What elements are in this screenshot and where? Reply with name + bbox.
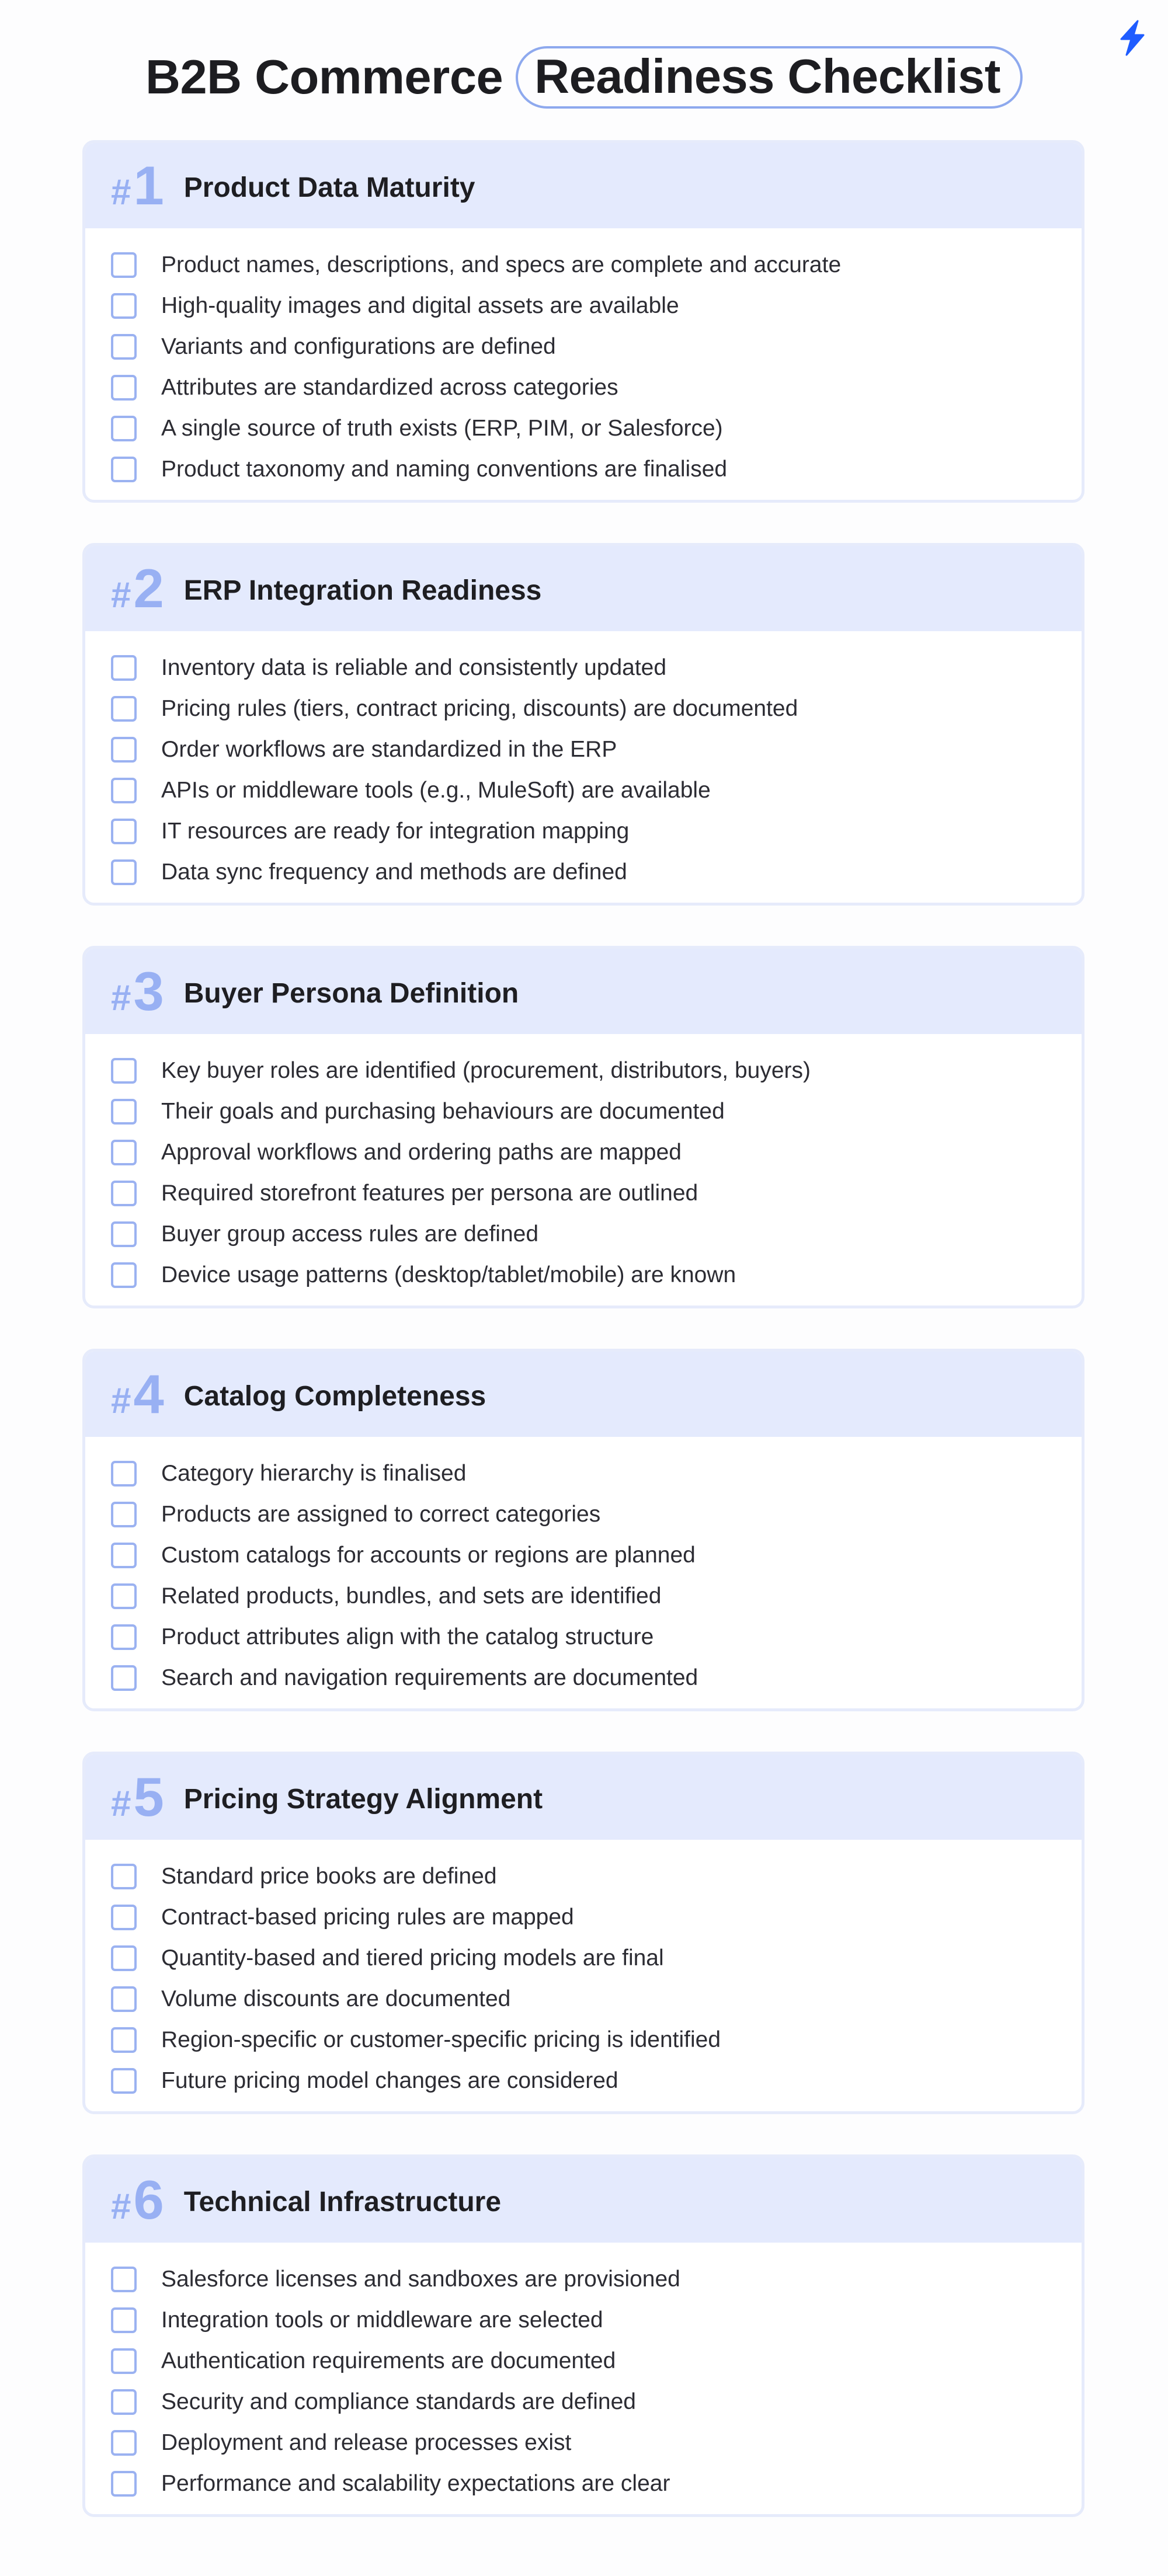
checkbox[interactable] (111, 1665, 137, 1691)
checklist-item-label: High-quality images and digital assets are available (161, 293, 679, 318)
checklist-item (111, 2060, 1082, 2101)
checklist-item-label: Required storefront features per persona are outlined (161, 1181, 698, 1206)
page-title-text: B2B Commerce (145, 50, 503, 104)
checkbox[interactable] (111, 1986, 137, 2012)
section-header (85, 1755, 1082, 1840)
checklist-item (111, 648, 1082, 688)
checkbox[interactable] (111, 2430, 137, 2456)
checkbox[interactable] (111, 778, 137, 803)
checklist-item-label: Standard price books are defined (161, 1864, 497, 1889)
checklist-item (111, 770, 1082, 811)
checklist-item-label: Related products, bundles, and sets are identified (161, 1583, 662, 1609)
checklist (85, 228, 1082, 490)
section-card (82, 543, 1084, 906)
checklist-item-label: IT resources are ready for integration mapping (161, 819, 630, 844)
section-number (111, 558, 164, 619)
checklist-item-label: Search and navigation requirements are documented (161, 1665, 698, 1690)
checkbox[interactable] (111, 2307, 137, 2333)
checklist-item-label: Approval workflows and ordering paths are mapped (161, 1140, 682, 1165)
checkbox[interactable] (111, 2267, 137, 2292)
checklist-item (111, 2382, 1082, 2422)
checklist-item (111, 1173, 1082, 1214)
checklist (85, 1437, 1082, 1698)
checklist-item-label: Device usage patterns (desktop/tablet/mobile) are known (161, 1262, 736, 1287)
checkbox[interactable] (111, 2389, 137, 2415)
section-number (111, 960, 164, 1022)
checklist-item (111, 2341, 1082, 2382)
section-number-digit: 3 (133, 960, 164, 1022)
checkbox[interactable] (111, 696, 137, 722)
checklist-item-label: Their goals and purchasing behaviours are documented (161, 1099, 725, 1124)
checklist-item-label: Volume discounts are documented (161, 1986, 511, 2011)
checklist-item (111, 1856, 1082, 1897)
checklist-item-label: Performance and scalability expectations are clear (161, 2471, 670, 2496)
checkbox[interactable] (111, 1543, 137, 1568)
checkbox[interactable] (111, 737, 137, 763)
checkbox[interactable] (111, 1099, 137, 1125)
checklist-item-label: Buyer group access rules are defined (161, 1221, 539, 1247)
checkbox[interactable] (111, 375, 137, 401)
section-number (111, 155, 164, 216)
section-title: Product Data Maturity (183, 172, 475, 203)
checkbox[interactable] (111, 1461, 137, 1487)
section-number-hash: # (111, 978, 131, 1018)
checklist-item (111, 1535, 1082, 1576)
checklist-item (111, 367, 1082, 408)
checklist-item-label: Future pricing model changes are considered (161, 2068, 618, 2093)
checklist-item (111, 326, 1082, 367)
checklist-item (111, 852, 1082, 893)
checklist-item (111, 2259, 1082, 2300)
checkbox[interactable] (111, 1262, 137, 1288)
checklist-item (111, 2020, 1082, 2060)
checklist-item-label: Data sync frequency and methods are defined (161, 859, 627, 885)
section-header (85, 143, 1082, 228)
checklist-item-label: Custom catalogs for accounts or regions are planned (161, 1543, 696, 1568)
section-number-digit: 2 (133, 558, 164, 619)
section-title: Technical Infrastructure (183, 2186, 502, 2218)
section-header (85, 1352, 1082, 1437)
checklist-item (111, 1938, 1082, 1979)
checklist-item-label: Deployment and release processes exist (161, 2430, 572, 2455)
checklist-item (111, 2422, 1082, 2463)
checklist-item-label: Contract-based pricing rules are mapped (161, 1905, 574, 1930)
checkbox[interactable] (111, 1140, 137, 1165)
checkbox[interactable] (111, 1502, 137, 1527)
checklist-item-label: Attributes are standardized across categories (161, 375, 618, 400)
checklist-item-label: Authentication requirements are documented (161, 2348, 616, 2373)
checklist-item-label: Inventory data is reliable and consistently updated (161, 655, 667, 680)
section-header (85, 2157, 1082, 2243)
checklist-item-label: Pricing rules (tiers, contract pricing, discounts) are documented (161, 696, 798, 721)
checkbox[interactable] (111, 859, 137, 885)
checklist-item-label: Region-specific or customer-specific pricing is identified (161, 2027, 721, 2052)
checklist-item (111, 688, 1082, 729)
checklist-item (111, 1494, 1082, 1535)
section-card (82, 140, 1084, 503)
section-card (82, 1752, 1084, 2114)
section-number (111, 2169, 164, 2230)
checklist-item (111, 408, 1082, 449)
checklist-item (111, 1050, 1082, 1091)
checklist-item-label: APIs or middleware tools (e.g., MuleSoft) are available (161, 778, 711, 803)
checkbox[interactable] (111, 293, 137, 319)
checklist (85, 1840, 1082, 2101)
checkbox[interactable] (111, 1905, 137, 1930)
checklist-item-label: Product names, descriptions, and specs are complete and accurate (161, 252, 842, 277)
checklist-item (111, 1132, 1082, 1173)
checklist-item-label: Integration tools or middleware are selected (161, 2307, 603, 2333)
section-title: Pricing Strategy Alignment (183, 1783, 543, 1815)
section-number-digit: 1 (133, 155, 164, 216)
checkbox[interactable] (111, 252, 137, 278)
section-number-hash: # (111, 1784, 131, 1824)
checkbox[interactable] (111, 819, 137, 844)
checkbox[interactable] (111, 1221, 137, 1247)
checklist-item (111, 245, 1082, 286)
checklist-item (111, 811, 1082, 852)
checkbox[interactable] (111, 2471, 137, 2497)
checklist-item-label: Quantity-based and tiered pricing models are final (161, 1945, 664, 1971)
checklist-item (111, 1658, 1082, 1698)
checklist-item-label: Order workflows are standardized in the ERP (161, 737, 617, 762)
checklist-item (111, 1091, 1082, 1132)
checklist-item-label: Key buyer roles are identified (procurement, distributors, buyers) (161, 1058, 811, 1083)
checklist-item-label: Product attributes align with the catalog structure (161, 1624, 654, 1649)
checklist (85, 631, 1082, 893)
checkbox[interactable] (111, 416, 137, 441)
checkbox[interactable] (111, 1181, 137, 1206)
section-number-digit: 5 (133, 1766, 164, 1827)
section-title: Catalog Completeness (183, 1380, 486, 1412)
checkbox[interactable] (111, 2348, 137, 2374)
section-title: ERP Integration Readiness (183, 575, 542, 606)
section-header (85, 546, 1082, 631)
checklist-item (111, 1255, 1082, 1296)
section-header (85, 949, 1082, 1034)
checklist-item-label: Variants and configurations are defined (161, 334, 556, 359)
checklist-item (111, 2300, 1082, 2341)
section-card (82, 946, 1084, 1308)
checklist-item (111, 2463, 1082, 2504)
checkbox[interactable] (111, 2027, 137, 2053)
checklist-item (111, 1576, 1082, 1617)
checkbox[interactable] (111, 655, 137, 681)
checklist (85, 2243, 1082, 2504)
section-number-digit: 4 (133, 1363, 164, 1425)
section-number-digit: 6 (133, 2169, 164, 2230)
section-number-hash: # (111, 172, 131, 213)
section-card (82, 1349, 1084, 1711)
section-number-hash: # (111, 575, 131, 615)
checklist-item (111, 1979, 1082, 2020)
checklist-item (111, 286, 1082, 326)
checklist-item-label: Product taxonomy and naming conventions are finalised (161, 457, 728, 482)
checkbox[interactable] (111, 457, 137, 482)
section-title: Buyer Persona Definition (183, 977, 519, 1009)
checkbox[interactable] (111, 2068, 137, 2094)
section-number (111, 1363, 164, 1425)
checklist (85, 1034, 1082, 1296)
checkbox[interactable] (111, 1864, 137, 1889)
checklist-item-label: Products are assigned to correct categories (161, 1502, 601, 1527)
checkbox[interactable] (111, 1058, 137, 1084)
checklist-item-label: Salesforce licenses and sandboxes are provisioned (161, 2267, 680, 2292)
checklist-item-label: Security and compliance standards are defined (161, 2389, 636, 2414)
page-title (0, 43, 1168, 111)
section-number-hash: # (111, 2187, 131, 2227)
checklist-item (111, 449, 1082, 490)
checklist-item (111, 1453, 1082, 1494)
checklist-item (111, 729, 1082, 770)
checklist-item-label: Category hierarchy is finalised (161, 1461, 467, 1486)
checklist-item (111, 1897, 1082, 1938)
checkbox[interactable] (111, 334, 137, 360)
checkbox[interactable] (111, 1945, 137, 1971)
page-title-highlight: Readiness Checklist (516, 46, 1023, 109)
section-number-hash: # (111, 1381, 131, 1421)
checkbox[interactable] (111, 1583, 137, 1609)
checkbox[interactable] (111, 1624, 137, 1650)
section-card (82, 2154, 1084, 2517)
checklist-item-label: A single source of truth exists (ERP, PIM, or Salesforce) (161, 416, 723, 441)
checklist-item (111, 1617, 1082, 1658)
section-number (111, 1766, 164, 1827)
checklist-item (111, 1214, 1082, 1255)
